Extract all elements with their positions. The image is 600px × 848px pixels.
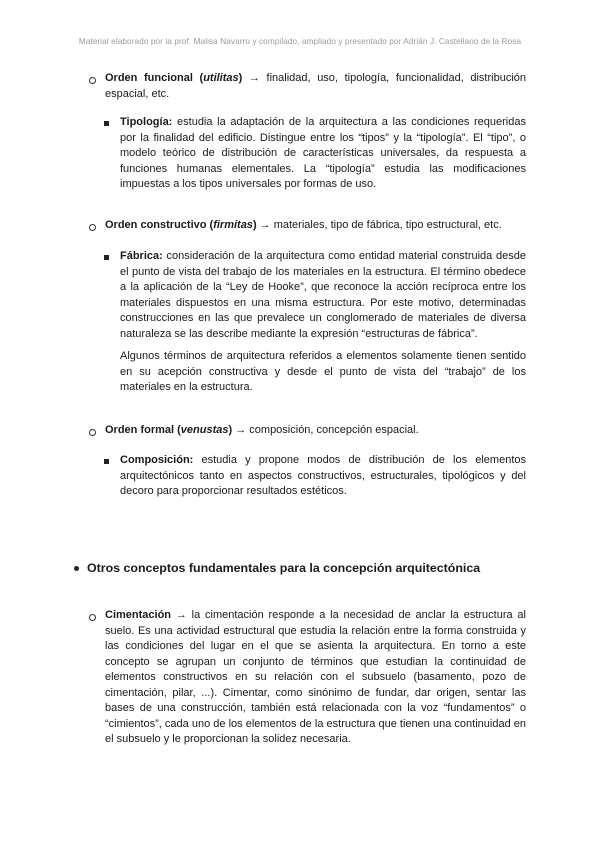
fabrica-item <box>120 249 526 342</box>
orden-constructivo-label: Orden constructivo (firmitas) <box>105 219 257 231</box>
tipologia-item <box>120 115 526 193</box>
orden-funcional-item <box>105 71 526 102</box>
firmitas-term: firmitas <box>213 219 253 231</box>
orden-formal-label: Orden formal (venustas) <box>105 424 233 436</box>
cimentacion-text: → la cimentación responde a la necesidad de anclar la estructura al suelo. Es una actividad estructural que estudia la relación entre la forma construida y las condiciones del lugar en el que se asienta la arquitectura. En torno a este concepto se agrupan un conjunto de términos que estudian la continuidad de elementos constructivos en su relación con el subsuelo (basamento, pozo de cimentación, pilar, ...). Cimentar, como sinónimo de fundar, dar origen, sentar las bases de una construcción, también está relacionada con la voz “fundamentos” o “cimientos”, cada uno de los elementos de la estructura que tienen una continuidad en el subsuelo y le proporcionan la solidez necesaria. <box>105 609 526 745</box>
hollow-bullet-icon <box>89 224 96 231</box>
utilitas-term: utilitas <box>203 72 239 84</box>
square-bullet-icon <box>104 459 109 464</box>
tipologia-term: Tipología: <box>120 116 173 128</box>
cimentacion-item <box>105 608 526 748</box>
hollow-bullet-icon <box>89 429 96 436</box>
fabrica-paragraph-2 <box>120 349 526 396</box>
disc-bullet-icon <box>74 566 79 571</box>
section-title: Otros conceptos fundamentales para la concepción arquitectónica <box>87 561 481 575</box>
composicion-item <box>120 453 526 500</box>
composicion-text: estudia y propone modos de distribución de los elementos arquitectónicos tanto en aspectos constructivos, estructurales, tipológicos y del decoro para proporcionar resultados estéticos. <box>120 454 526 497</box>
square-bullet-icon <box>104 121 109 126</box>
tipologia-text: estudia la adaptación de la arquitectura a las condiciones requeridas por la finalidad del edificio. Distingue entre los “tipos” y la “tipología”. El “tipo”, o modelo teórico de distribución de características universales, da respuesta a funciones humanas elementales. La “tipología” estudia las modificaciones impuestas a los tipos universales por formas de uso. <box>120 116 526 190</box>
fabrica-term: Fábrica: <box>120 250 163 262</box>
orden-funcional-desc: → finalidad, uso, tipología, funcionalidad, distribución espacial, etc. <box>105 72 526 100</box>
fabrica-text: consideración de la arquitectura como entidad material construida desde el punto de vista del trabajo de los materiales en la estructura. El término obedece a la aplicación de la “Ley de Hooke”, que reconoce la acción recíproca entre los materiales dispuestos en una misma estructura. Por este motivo, determinadas construcciones en las que prevalece un conglomerado de materiales de diversa naturaleza se las describe mediante la expresión “estructuras de fábrica”. <box>120 250 526 340</box>
square-bullet-icon <box>104 255 109 260</box>
orden-constructivo-desc: → materiales, tipo de fábrica, tipo estructural, etc. <box>256 219 502 231</box>
orden-constructivo-item <box>105 218 526 234</box>
fabrica-text-2: Algunos términos de arquitectura referidos a elementos solamente tienen sentido en su acepción constructiva y desde el punto de vista del “trabajo” de los materiales en la estructura. <box>120 350 526 393</box>
orden-formal-item <box>105 423 526 439</box>
venustas-term: venustas <box>180 424 229 436</box>
hollow-bullet-icon <box>89 77 96 84</box>
hollow-bullet-icon <box>89 614 96 621</box>
page-header: Material elaborado por la prof. Malisa Navarro y compilado, ampliado y presentado por Adrián J. Castellano de la Rosa <box>78 37 522 46</box>
cimentacion-term: Cimentación <box>105 609 172 621</box>
orden-formal-desc: → composición, concepción espacial. <box>232 424 419 436</box>
composicion-term: Composición: <box>120 454 194 466</box>
orden-funcional-label: Orden funcional (utilitas) <box>105 72 243 84</box>
